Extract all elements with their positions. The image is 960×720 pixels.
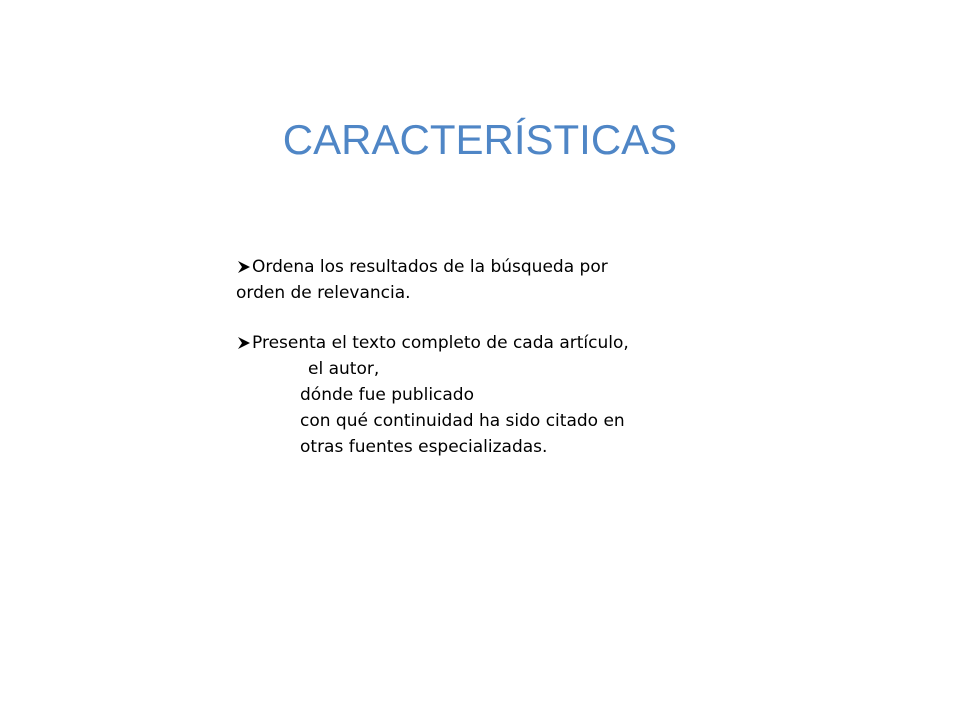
bullet-text: Ordena los resultados de la búsqueda por — [252, 257, 608, 277]
bullet-continuation: el autor, — [308, 359, 380, 379]
list-item — [236, 330, 716, 356]
list-item — [236, 254, 716, 280]
bullet-continuation: dónde fue publicado — [300, 385, 475, 405]
arrowhead-checkmark-icon — [236, 254, 252, 280]
bullet-continuation: orden de relevancia. — [236, 283, 411, 303]
slide-title: CARACTERÍSTICAS — [282, 116, 678, 163]
bullet-list — [236, 254, 716, 460]
arrowhead-checkmark-icon — [236, 330, 252, 356]
bullet-continuation: con qué continuidad ha sido citado en — [300, 411, 625, 431]
bullet-text: Presenta el texto completo de cada artículo, — [252, 333, 629, 353]
bullet-continuation: otras fuentes especializadas. — [300, 437, 548, 457]
